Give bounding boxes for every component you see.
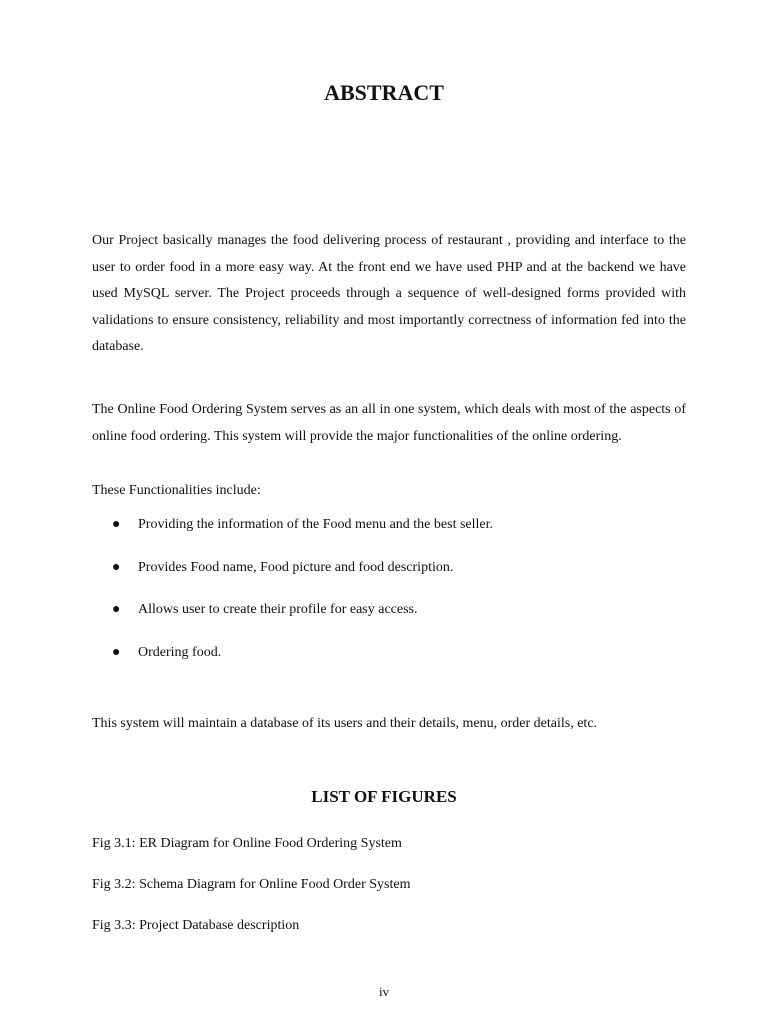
figure-entry: Fig 3.1: ER Diagram for Online Food Ordering System bbox=[92, 836, 402, 851]
bullet-icon: ● bbox=[112, 517, 121, 532]
list-item-text: Provides Food name, Food picture and food description. bbox=[138, 559, 454, 575]
abstract-paragraph-2: The Online Food Ordering System serves as an all in one system, which deals with most of the aspects of online food ordering. This system will provide the major functionalities of the online ordering. bbox=[92, 402, 686, 444]
page-number: iv bbox=[378, 984, 390, 999]
list-of-figures-heading: LIST OF FIGURES bbox=[311, 787, 457, 806]
bullet-icon: ● bbox=[112, 644, 121, 660]
list-item-text: Ordering food. bbox=[138, 644, 222, 660]
figure-entry: Fig 3.3: Project Database description bbox=[92, 918, 300, 933]
list-item bbox=[112, 555, 692, 581]
list-item bbox=[112, 512, 692, 538]
list-item-text: Allows user to create their profile for easy access. bbox=[138, 602, 418, 617]
list-item bbox=[112, 640, 692, 666]
figures-list bbox=[92, 831, 686, 954]
bullet-icon: ● bbox=[112, 559, 121, 575]
figure-entry: Fig 3.2: Schema Diagram for Online Food Order System bbox=[92, 877, 411, 892]
functionalities-intro: These Functionalities include: bbox=[92, 483, 261, 498]
abstract-heading: ABSTRACT bbox=[324, 80, 444, 105]
list-item bbox=[112, 597, 692, 623]
functionalities-list bbox=[112, 512, 692, 682]
bullet-icon: ● bbox=[112, 602, 121, 617]
abstract-closing: This system will maintain a database of its users and their details, menu, order details, etc. bbox=[92, 716, 598, 731]
list-item-text: Providing the information of the Food menu and the best seller. bbox=[138, 517, 493, 532]
abstract-paragraph-1: Our Project basically manages the food delivering process of restaurant , providing and interface to the user to order food in a more easy way. At the front end we have used PHP and at the backend we have used MySQL server. The Project proceeds through a sequence of well-designed forms provided with validations to ensure consistency, reliability and most importantly correctness of information fed into the database. bbox=[92, 233, 686, 354]
